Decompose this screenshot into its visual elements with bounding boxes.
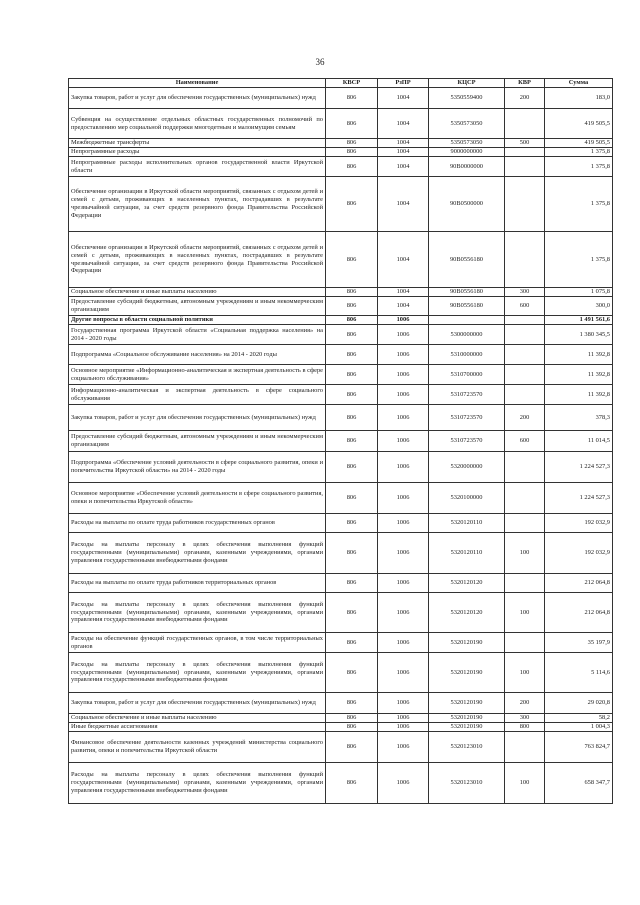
header-kvr: КВР	[505, 79, 545, 88]
row-name-cell: Государственная программа Иркутской области «Социальная поддержка населения» на 2014 - 2020 годы	[69, 325, 326, 345]
table-row	[69, 297, 613, 316]
row-name-cell: Непрограммные расходы	[69, 148, 326, 157]
row-rzpr-cell: 1006	[378, 732, 429, 763]
row-sum-cell: 11 392,8	[545, 385, 613, 405]
table-row	[69, 452, 613, 483]
row-sum-cell: 11 392,8	[545, 365, 613, 385]
row-kvr-cell	[505, 452, 545, 483]
row-kvr-cell: 200	[505, 405, 545, 431]
row-sum-cell: 1 375,8	[545, 148, 613, 157]
row-kvsr-cell: 806	[326, 633, 378, 653]
row-sum-cell: 5 114,6	[545, 653, 613, 693]
row-kcsr-cell: 5320100000	[429, 483, 505, 514]
row-sum-cell: 29 020,8	[545, 693, 613, 714]
row-kvsr-cell: 806	[326, 514, 378, 533]
row-rzpr-cell: 1004	[378, 297, 429, 316]
table-row	[69, 633, 613, 653]
table-row	[69, 385, 613, 405]
row-rzpr-cell: 1004	[378, 232, 429, 288]
row-name-cell: Финансовое обеспечение деятельности казенных учреждений министерства социального развития, опеки и попечительства Иркутской области	[69, 732, 326, 763]
table-row	[69, 723, 613, 732]
row-kvr-cell: 200	[505, 88, 545, 109]
row-name-cell: Предоставление субсидий бюджетным, автономным учреждениям и иным некоммерческим организациям	[69, 431, 326, 452]
table-row	[69, 232, 613, 288]
row-kvr-cell	[505, 345, 545, 365]
table-row	[69, 139, 613, 148]
row-name-cell: Иные бюджетные ассигнования	[69, 723, 326, 732]
row-rzpr-cell: 1006	[378, 431, 429, 452]
header-kvsr: КВСР	[326, 79, 378, 88]
row-kcsr-cell: 5320120190	[429, 723, 505, 732]
row-sum-cell: 192 032,9	[545, 514, 613, 533]
row-sum-cell: 212 064,8	[545, 593, 613, 633]
row-kcsr-cell: 5320123010	[429, 732, 505, 763]
row-name-cell: Закупка товаров, работ и услуг для обеспечения государственных (муниципальных) нужд	[69, 693, 326, 714]
row-name-cell: Расходы на обеспечение функций государственных органов, в том числе территориальных органов	[69, 633, 326, 653]
row-rzpr-cell: 1006	[378, 593, 429, 633]
row-kcsr-cell: 5320120190	[429, 633, 505, 653]
header-name: Наименование	[69, 79, 326, 88]
row-kvsr-cell: 806	[326, 88, 378, 109]
row-name-cell: Закупка товаров, работ и услуг для обеспечения государственных (муниципальных) нужд	[69, 88, 326, 109]
row-kvsr-cell: 806	[326, 483, 378, 514]
row-kvsr-cell: 806	[326, 288, 378, 297]
table-row	[69, 714, 613, 723]
row-kvr-cell	[505, 109, 545, 139]
row-sum-cell: 212 064,8	[545, 574, 613, 593]
row-sum-cell: 378,3	[545, 405, 613, 431]
row-kcsr-cell: 5310723570	[429, 431, 505, 452]
row-rzpr-cell: 1004	[378, 288, 429, 297]
row-kcsr-cell: 9000000000	[429, 148, 505, 157]
table-row	[69, 109, 613, 139]
row-kvsr-cell: 806	[326, 431, 378, 452]
row-kvsr-cell: 806	[326, 177, 378, 232]
row-kcsr-cell	[429, 316, 505, 325]
row-name-cell: Обеспечение организации в Иркутской области мероприятий, связанных с отдыхом детей и семей с детьми, проживающих в населенных пунктах, пострадавших в результате чрезвычайной ситуации, за счет средств резервного фонда Правительства Российской Федерации	[69, 232, 326, 288]
row-sum-cell: 1 004,3	[545, 723, 613, 732]
header-sum: Сумма	[545, 79, 613, 88]
row-rzpr-cell: 1006	[378, 514, 429, 533]
budget-table	[68, 78, 613, 804]
row-name-cell: Межбюджетные трансферты	[69, 139, 326, 148]
row-name-cell: Закупка товаров, работ и услуг для обеспечения государственных (муниципальных) нужд	[69, 405, 326, 431]
row-name-cell: Расходы на выплаты персоналу в целях обеспечения выполнения функций государственными (муниципальными) органами, казенными учреждениями, органами управления государственными внебюджетными фондами	[69, 763, 326, 804]
row-name-cell: Информационно-аналитическая и экспертная деятельность в сфере социального обслуживания	[69, 385, 326, 405]
row-kvsr-cell: 806	[326, 723, 378, 732]
table-row	[69, 405, 613, 431]
row-rzpr-cell: 1006	[378, 714, 429, 723]
row-name-cell: Расходы на выплаты персоналу в целях обеспечения выполнения функций государственными (муниципальными) органами, казенными учреждениями, органами управления государственными внебюджетными фондами	[69, 533, 326, 574]
row-kvr-cell	[505, 574, 545, 593]
row-name-cell: Субвенция на осуществление отдельных областных государственных полномочий по предоставлению мер социальной поддержки многодетным и малоимущим семьям	[69, 109, 326, 139]
table-row	[69, 177, 613, 232]
row-sum-cell: 1 075,8	[545, 288, 613, 297]
table-row	[69, 431, 613, 452]
row-kvsr-cell: 806	[326, 653, 378, 693]
row-kvsr-cell: 806	[326, 385, 378, 405]
row-kcsr-cell: 5350573050	[429, 109, 505, 139]
row-kcsr-cell: 90В0000000	[429, 157, 505, 177]
table-row	[69, 148, 613, 157]
row-sum-cell: 192 032,9	[545, 533, 613, 574]
table-row	[69, 157, 613, 177]
row-sum-cell: 300,0	[545, 297, 613, 316]
row-sum-cell: 1 375,8	[545, 177, 613, 232]
row-kvsr-cell: 806	[326, 533, 378, 574]
row-kvsr-cell: 806	[326, 574, 378, 593]
table-row	[69, 574, 613, 593]
row-sum-cell: 1 224 527,3	[545, 483, 613, 514]
table-row	[69, 514, 613, 533]
row-kvsr-cell: 806	[326, 593, 378, 633]
row-rzpr-cell: 1004	[378, 139, 429, 148]
row-kvr-cell: 100	[505, 533, 545, 574]
row-kvsr-cell: 806	[326, 345, 378, 365]
row-kcsr-cell: 5320120190	[429, 653, 505, 693]
row-kvr-cell	[505, 483, 545, 514]
row-rzpr-cell: 1006	[378, 452, 429, 483]
table-row	[69, 653, 613, 693]
row-kvr-cell	[505, 325, 545, 345]
row-kcsr-cell: 5310700000	[429, 365, 505, 385]
row-name-cell: Основное мероприятие «Информационно-аналитическая и экспертная деятельность в сфере социального обслуживания»	[69, 365, 326, 385]
row-kvsr-cell: 806	[326, 232, 378, 288]
row-kcsr-cell: 5320120110	[429, 514, 505, 533]
row-sum-cell: 419 505,5	[545, 109, 613, 139]
row-sum-cell: 1 224 527,3	[545, 452, 613, 483]
row-rzpr-cell: 1004	[378, 148, 429, 157]
table-row	[69, 88, 613, 109]
row-kvsr-cell: 806	[326, 714, 378, 723]
page-number: 36	[315, 57, 325, 67]
table-row	[69, 316, 613, 325]
row-kcsr-cell: 5320120190	[429, 693, 505, 714]
row-kvsr-cell: 806	[326, 109, 378, 139]
row-sum-cell: 1 375,8	[545, 157, 613, 177]
row-sum-cell: 11 392,8	[545, 345, 613, 365]
row-sum-cell: 1 491 561,6	[545, 316, 613, 325]
row-name-cell: Основное мероприятие «Обеспечение условий деятельности в сфере социального развития, опеки и попечительства Иркутской области»	[69, 483, 326, 514]
row-kvr-cell: 600	[505, 431, 545, 452]
row-kcsr-cell: 5320120120	[429, 593, 505, 633]
row-kvr-cell	[505, 365, 545, 385]
row-kvr-cell	[505, 316, 545, 325]
row-kcsr-cell: 5320120120	[429, 574, 505, 593]
row-kcsr-cell: 90В0500000	[429, 177, 505, 232]
row-kvsr-cell: 806	[326, 139, 378, 148]
table-row	[69, 732, 613, 763]
row-rzpr-cell: 1006	[378, 345, 429, 365]
row-kvsr-cell: 806	[326, 732, 378, 763]
row-rzpr-cell: 1004	[378, 157, 429, 177]
table-row	[69, 345, 613, 365]
row-name-cell: Предоставление субсидий бюджетным, автономным учреждениям и иным некоммерческим организациям	[69, 297, 326, 316]
row-name-cell: Непрограммные расходы исполнительных органов государственной власти Иркутской области	[69, 157, 326, 177]
row-kvsr-cell: 806	[326, 316, 378, 325]
row-kvr-cell	[505, 148, 545, 157]
table-row	[69, 483, 613, 514]
row-kcsr-cell: 5320000000	[429, 452, 505, 483]
table-row	[69, 593, 613, 633]
table-row	[69, 365, 613, 385]
row-sum-cell: 183,0	[545, 88, 613, 109]
row-kvsr-cell: 806	[326, 157, 378, 177]
table-body	[69, 88, 613, 804]
table-row	[69, 533, 613, 574]
row-rzpr-cell: 1006	[378, 763, 429, 804]
row-sum-cell: 58,2	[545, 714, 613, 723]
row-name-cell: Расходы на выплаты персоналу в целях обеспечения выполнения функций государственными (муниципальными) органами, казенными учреждениями, органами управления государственными внебюджетными фондами	[69, 653, 326, 693]
row-kvr-cell: 800	[505, 723, 545, 732]
row-kcsr-cell: 5310723570	[429, 405, 505, 431]
row-kvr-cell	[505, 157, 545, 177]
row-kvr-cell	[505, 633, 545, 653]
row-kvr-cell: 500	[505, 139, 545, 148]
row-name-cell: Другие вопросы в области социальной политики	[69, 316, 326, 325]
table-row	[69, 763, 613, 804]
row-rzpr-cell: 1006	[378, 693, 429, 714]
row-rzpr-cell: 1006	[378, 533, 429, 574]
row-kvsr-cell: 806	[326, 297, 378, 316]
table-row	[69, 693, 613, 714]
row-name-cell: Социальное обеспечение и иные выплаты населению	[69, 288, 326, 297]
row-kvsr-cell: 806	[326, 365, 378, 385]
row-kcsr-cell: 5350573050	[429, 139, 505, 148]
row-kvr-cell: 300	[505, 288, 545, 297]
row-kvr-cell	[505, 732, 545, 763]
row-name-cell: Обеспечение организации в Иркутской области мероприятий, связанных с отдыхом детей и семей с детьми, проживающих в населенных пунктах, пострадавших в результате чрезвычайной ситуации, за счет средств резервного фонда Правительства Российской Федерации	[69, 177, 326, 232]
row-kcsr-cell: 5320120110	[429, 533, 505, 574]
row-sum-cell: 35 197,9	[545, 633, 613, 653]
row-rzpr-cell: 1006	[378, 365, 429, 385]
row-kvr-cell	[505, 232, 545, 288]
row-rzpr-cell: 1006	[378, 385, 429, 405]
row-rzpr-cell: 1006	[378, 633, 429, 653]
row-name-cell: Расходы на выплаты по оплате труда работников государственных органов	[69, 514, 326, 533]
header-kcsr: КЦСР	[429, 79, 505, 88]
row-kvr-cell: 200	[505, 693, 545, 714]
row-rzpr-cell: 1004	[378, 177, 429, 232]
row-name-cell: Подпрограмма «Социальное обслуживание населения» на 2014 - 2020 годы	[69, 345, 326, 365]
row-name-cell: Расходы на выплаты персоналу в целях обеспечения выполнения функций государственными (муниципальными) органами, казенными учреждениями, органами управления государственными внебюджетными фондами	[69, 593, 326, 633]
row-rzpr-cell: 1006	[378, 316, 429, 325]
row-kvr-cell: 100	[505, 763, 545, 804]
row-sum-cell: 11 014,5	[545, 431, 613, 452]
row-kcsr-cell: 5320120190	[429, 714, 505, 723]
table-header-row	[69, 79, 613, 88]
row-rzpr-cell: 1006	[378, 405, 429, 431]
row-kvsr-cell: 806	[326, 763, 378, 804]
row-kvr-cell: 600	[505, 297, 545, 316]
row-kcsr-cell: 90В0556180	[429, 288, 505, 297]
row-kcsr-cell: 5310000000	[429, 345, 505, 365]
row-name-cell: Социальное обеспечение и иные выплаты населению	[69, 714, 326, 723]
row-name-cell: Подпрограмма «Обеспечение условий деятельности в сфере социального развития, опеки и попечительства Иркутской области» на 2014 - 2020 годы	[69, 452, 326, 483]
row-kcsr-cell: 90В0556180	[429, 232, 505, 288]
row-kvsr-cell: 806	[326, 452, 378, 483]
table-row	[69, 325, 613, 345]
row-sum-cell: 1 380 345,5	[545, 325, 613, 345]
row-name-cell: Расходы на выплаты по оплате труда работников территориальных органов	[69, 574, 326, 593]
row-kvsr-cell: 806	[326, 693, 378, 714]
row-kcsr-cell: 5300000000	[429, 325, 505, 345]
row-sum-cell: 763 824,7	[545, 732, 613, 763]
row-rzpr-cell: 1006	[378, 653, 429, 693]
row-sum-cell: 419 505,5	[545, 139, 613, 148]
row-rzpr-cell: 1004	[378, 109, 429, 139]
row-kvr-cell	[505, 177, 545, 232]
row-kvsr-cell: 806	[326, 405, 378, 431]
row-rzpr-cell: 1004	[378, 88, 429, 109]
row-rzpr-cell: 1006	[378, 574, 429, 593]
row-rzpr-cell: 1006	[378, 325, 429, 345]
row-kvsr-cell: 806	[326, 325, 378, 345]
row-kvr-cell: 100	[505, 653, 545, 693]
row-rzpr-cell: 1006	[378, 723, 429, 732]
row-kvr-cell: 300	[505, 714, 545, 723]
table-row	[69, 288, 613, 297]
row-kcsr-cell: 5310723570	[429, 385, 505, 405]
row-kvr-cell: 100	[505, 593, 545, 633]
row-kcsr-cell: 90В0556180	[429, 297, 505, 316]
row-kcsr-cell: 5320123010	[429, 763, 505, 804]
row-kvsr-cell: 806	[326, 148, 378, 157]
row-kvr-cell	[505, 514, 545, 533]
header-rzpr: РзПР	[378, 79, 429, 88]
row-rzpr-cell: 1006	[378, 483, 429, 514]
row-sum-cell: 1 375,8	[545, 232, 613, 288]
row-kcsr-cell: 5350559400	[429, 88, 505, 109]
row-sum-cell: 658 347,7	[545, 763, 613, 804]
row-kvr-cell	[505, 385, 545, 405]
